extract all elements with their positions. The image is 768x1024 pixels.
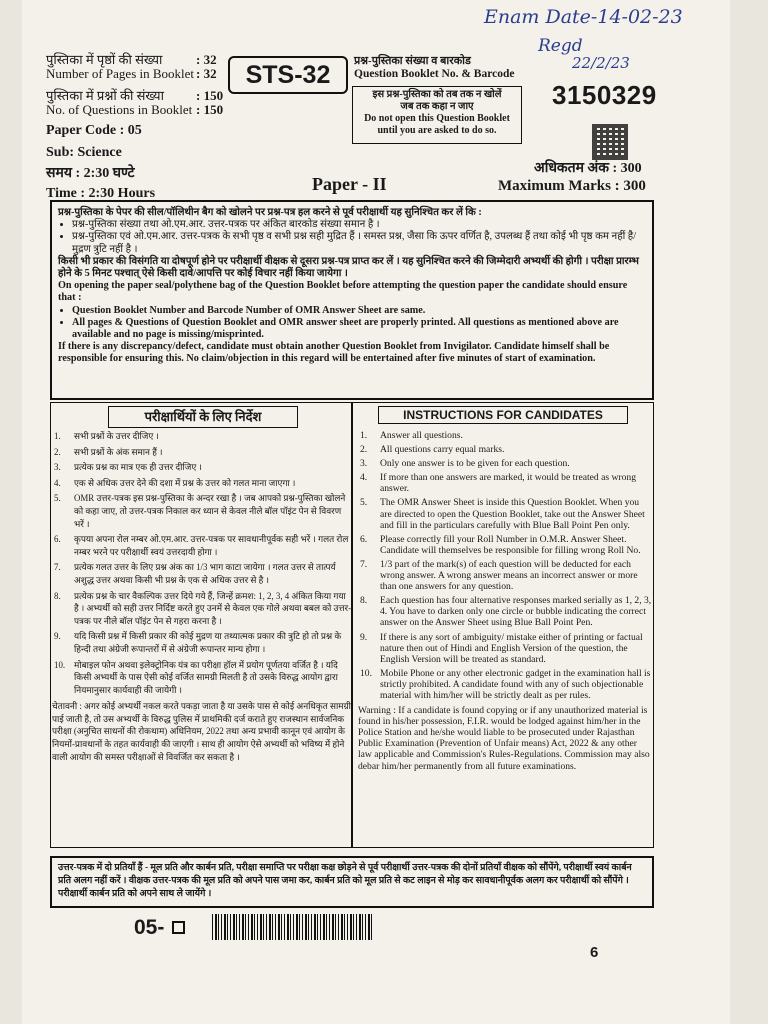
seal-opening-instructions [50,200,654,400]
hindi-warning: चेतावनी : अगर कोई अभ्यर्थी नकल करते पकड़ा जाता है या उसके पास से कोई अनधिकृत सामग्री पाई जाती है, तो उस अभ्यर्थी के विरुद्ध पुलिस में प्राथमिकी दर्ज कराते हुए राजस्थान सार्वजनिक परीक्षा (अनुचित साधनों की रोकथाम) अधिनियम, 2022 तथा अन्य प्रभावी कानून एवं आयोग के नियमों-प्रावधानों के तहत कार्यवाही की जाएगी । साथ ही आयोग ऐसे अभ्यर्थी को भविष्य में होने वाली आयोग की समस्त परीक्षाओं से विवर्जित कर सकता है । [52,701,351,762]
english-check-2: • All pages & Questions of Question Booklet and OMR answer sheet are properly printed. All questions as mentioned above are available and no page is missing/misprinted. [72,317,646,341]
english-instruction-item-number: 9. [360,631,368,643]
hindi-instruction-item-text: प्रत्येक गलत उत्तर के लिए प्रश्न अंक का 1/3 भाग काटा जायेगा । गलत उत्तर से तात्पर्य अशुद्ध उत्तर अथवा किसी भी प्रश्न के एक से अधिक उत्तर से है । [74,562,336,585]
english-instruction-item [358,632,652,665]
questions-hindi-value: : 150 [196,88,224,103]
english-instruction-item [358,595,652,628]
hindi-instruction-item [52,561,352,586]
do-not-open-hindi-1: इस प्रश्न-पुस्तिका को तब तक न खोलें [372,89,502,100]
hindi-instruction-item-text: मोबाइल फोन अथवा इलेक्ट्रोनिक यंत्र का परीक्षा हॉल में प्रयोग पूर्णतया वर्जित है । यदि किसी अभ्यर्थी के पास ऐसी कोई वर्जित सामग्री मिलती है तो उसके विरुद्ध आयोग द्वारा नियमानुसार कार्यवाही की जायेगी । [74,659,338,695]
hindi-instruction-item-text: कृपया अपना रोल नम्बर ओ.एम.आर. उत्तर-पत्रक पर सावधानीपूर्वक सही भरें । गलत रोल नम्बर भरने पर परीक्षार्थी स्वयं उत्तरदायी होगा । [74,534,349,557]
hindi-intro: प्रश्न-पुस्तिका के पेपर की सील/पॉलिथीन बैग को खोलने पर प्रश्न-पत्र हल करने से पूर्व परीक्षार्थी यह सुनिश्चित कर लें कि : [58,207,482,218]
hindi-instruction-item-text: प्रत्येक प्रश्न का मात्र एक ही उत्तर दीजिए । [74,462,202,473]
paper-title: Paper - II [312,174,387,194]
english-warning: Warning : If a candidate is found copying or if any unauthorized material is found in his/her possession, F.I.R. would be lodged against him/her in the Police Station and he/she would liable to be prosecuted under Rajasthan Public Examination (Prevention of Unfair means) Act, 2022 & any other law applicable and Commission's Rules-Regulations. Commission may also debar him/her permanently from all future examinations. [358,705,650,772]
pages-hindi-value: : 32 [196,52,217,67]
footer-paper-code: 05- [134,916,165,939]
english-instruction-item [358,534,652,556]
handwritten-signature: Regd [538,36,583,56]
page-number: 6 [590,944,599,961]
hindi-instruction-item-number: 6. [54,534,61,545]
hindi-instructions-title: परीक्षार्थियों के लिए निर्देश [108,406,298,428]
english-instruction-item-text: 1/3 part of the mark(s) of each question will be deducted for each wrong answer. A wrong answer means an incorrect answer or more than one answers for any question. [380,558,638,593]
english-instructions-title: INSTRUCTIONS FOR CANDIDATES [378,406,628,424]
hindi-instruction-item-text: प्रत्येक प्रश्न के चार वैकल्पिक उत्तर दिये गये हैं, जिन्हें क्रमश: 1, 2, 3, 4 अंकित किया गया है । अभ्यर्थी को सही उत्तर निर्दिष्ट करते हुए उनमें से केवल एक गोले अथवा बबल को उत्तर-पत्रक पर नीले बॉल पॉइंट पेन से गहरा करना है । [74,590,352,626]
english-instruction-item-text: Only one answer is to be given for each question. [380,458,570,470]
questions-english-label: No. of Questions in Booklet [46,102,193,117]
english-instruction-item [358,472,652,494]
answer-sheet-copy-notice: उत्तर-पत्रक में दो प्रतियाँ हैं - मूल प्रति और कार्बन प्रति, परीक्षा समाप्ति पर परीक्षा कक्ष छोड़ने से पूर्व परीक्षार्थी उत्तर-पत्रक की दोनों प्रतियाँ वीक्षक को सौंपेंगे, परीक्षार्थी स्वयं कार्बन प्रति अलग नहीं करें । वीक्षक उत्तर-पत्रक की मूल प्रति को अपने पास जमा कर, कार्बन प्रति को मूल प्रति से कट लाइन से मोड़ कर सावधानीपूर्वक अलग कर परीक्षार्थी को सौंपेंगे । परीक्षार्थी कार्बन प्रति को अपने साथ ले जायेंगे । [50,856,654,908]
english-instruction-item-text: The OMR Answer Sheet is inside this Question Booklet. When you are directed to open the Question Booklet, take out the Answer Sheet and fill in the particulars carefully with Blue Ball Point Pen only. [380,497,645,531]
english-instruction-item [358,497,652,530]
english-intro: On opening the paper seal/polythene bag of the Question Booklet before attempting the question paper the candidate should ensure that : [58,280,628,304]
hindi-instruction-item-text: एक से अधिक उत्तर देने की दशा में प्रश्न के उत्तर को गलत माना जाएगा । [74,477,296,488]
hindi-instruction-item [52,461,352,474]
english-instruction-item [358,430,652,441]
barcode-label-hindi: प्रश्न-पुस्तिका संख्या व बारकोड [354,55,471,67]
pages-english-label: Number of Pages in Booklet [46,66,195,81]
square-icon [172,921,185,934]
hindi-instruction-item-number: 8. [54,590,61,601]
do-not-open-notice [352,86,522,144]
hindi-instruction-item [52,659,352,697]
hindi-instruction-item-number: 3. [54,462,61,473]
hindi-instruction-item-number: 1. [54,431,61,441]
booklet-series-code: STS-32 [228,56,348,94]
hindi-instruction-item-text: सभी प्रश्नों के उत्तर दीजिए । [74,431,159,441]
subject: Sub: Science [46,145,122,160]
english-instruction-item-number: 8. [360,595,368,607]
paper-code: Paper Code : 05 [46,123,142,138]
hindi-instruction-item-number: 9. [54,631,61,642]
hindi-instruction-item-text: OMR उत्तर-पत्रक इस प्रश्न-पुस्तिका के अन्दर रखा है । जब आपको प्रश्न-पुस्तिका खोलने को कहा जाए, तो उत्तर-पत्रक निकाल कर ध्यान से केवल नीले बॉल पॉइंट पेन से विवरण भरें । [74,493,346,529]
english-discrepancy: If there is any discrepancy/defect, candidate must obtain another Question Booklet from Invigilator. Candidate himself shall be responsible for ensuring this. No claim/objection in this regard will be entertained after five minutes of start of examination. [58,341,610,365]
hindi-instruction-item [52,430,352,443]
english-instruction-item [358,444,652,455]
english-instruction-item-number: 7. [360,558,368,570]
do-not-open-english-2: until you are asked to do so. [377,125,497,136]
hindi-instruction-item-text: यदि किसी प्रश्न में किसी प्रकार की कोई मुद्रण या तथ्यात्मक प्रकार की त्रुटि हो तो प्रश्न के हिन्दी तथा अंग्रेजी रूपान्तरों में से अंग्रेजी रूपान्तर मान्य होगा । [74,631,342,654]
qr-code-icon [592,124,628,160]
hindi-instructions-list [52,430,352,763]
english-instruction-item-text: Each question has four alternative responses marked serially as 1, 2, 3, 4. You have to darken only one circle or bubble indicating the correct answer on the Answer Sheet using Blue Ball Point Pen. [380,595,652,629]
english-instruction-item-text: Answer all questions. [380,430,463,441]
hindi-instruction-item-number: 5. [54,493,61,504]
hindi-check-1: • प्रश्न-पुस्तिका संख्या तथा ओ.एम.आर. उत्तर-पत्रक पर अंकित बारकोड संख्या समान है । [72,219,646,231]
english-instruction-item-number: 4. [360,472,368,484]
time-english: Time : 2:30 Hours [46,186,156,201]
english-instruction-item [358,559,652,592]
hindi-instruction-item-number: 2. [54,446,61,457]
booklet-number: 3150329 [552,80,657,110]
barcode-icon [212,914,372,940]
time-hindi: समय : 2:30 घण्टे [46,166,135,181]
hindi-instruction-item [52,492,352,530]
hindi-check-2: • प्रश्न-पुस्तिका एवं ओ.एम.आर. उत्तर-पत्रक के सभी पृष्ठ व सभी प्रश्न सही मुद्रित हैं । समस्त प्रश्न, जैसा कि ऊपर वर्णित है, उपलब्ध हैं तथा कोई भी पृष्ठ कम नहीं है/ मुद्रण त्रुटि नहीं है । [72,231,646,255]
hindi-instruction-item [52,477,352,490]
english-instruction-item-text: Please correctly fill your Roll Number in O.M.R. Answer Sheet. Candidate will themselves be responsible for filling wrong Roll No. [380,533,641,556]
handwritten-signature-date: 22/2/23 [572,54,630,72]
hindi-instruction-item [52,446,352,459]
max-marks-hindi: अधिकतम अंक : 300 [534,161,642,176]
hindi-instruction-item [52,590,352,628]
hindi-instruction-item-number: 10. [54,659,66,670]
handwritten-date-note: Enam Date-14-02-23 [484,6,683,28]
questions-hindi-label: पुस्तिका में प्रश्नों की संख्या [46,88,164,103]
barcode-label-english: Question Booklet No. & Barcode [354,68,515,80]
english-instruction-item-text: If there is any sort of ambiguity/ mistake either of printing or factual nature then out of Hindi and English Version of the question, the English Version will be treated as standard. [380,631,643,665]
english-instruction-item-number: 10. [360,667,372,679]
hindi-instruction-item [52,630,352,655]
hindi-discrepancy: किसी भी प्रकार की विसंगति या दोषपूर्ण होने पर परीक्षार्थी वीक्षक से दूसरा प्रश्न-पत्र प्राप्त कर लें । यह सुनिश्चित करने की जिम्मेदारी अभ्यर्थी की होगी । परीक्षा प्रारम्भ होने के 5 मिनट पश्चात् ऐसे किसी दावे/आपत्ति पर कोई विचार नहीं किया जायेगा । [58,255,639,280]
pages-english-value: : 32 [196,66,217,81]
english-instruction-item-number: 2. [360,444,368,456]
english-instructions-list [358,430,652,772]
do-not-open-english-1: Do not open this Question Booklet [364,113,510,124]
english-instruction-item [358,668,652,701]
english-instruction-item-number: 6. [360,533,368,545]
english-instruction-item-number: 5. [360,497,368,509]
hindi-instruction-item [52,533,352,558]
pages-hindi-label: पुस्तिका में पृष्ठों की संख्या [46,52,163,67]
hindi-instruction-item-number: 7. [54,562,61,573]
english-instruction-item [358,458,652,469]
english-instruction-item-number: 1. [360,430,368,441]
hindi-instruction-item-text: सभी प्रश्नों के अंक समान हैं । [74,446,163,457]
hindi-instruction-item-number: 4. [54,477,61,488]
english-instruction-item-text: All questions carry equal marks. [380,444,505,456]
english-instruction-item-number: 3. [360,458,368,470]
english-check-1: • Question Booklet Number and Barcode Number of OMR Answer Sheet are same. [72,305,646,317]
do-not-open-hindi-2: जब तक कहा न जाए [400,101,474,112]
english-instruction-item-text: Mobile Phone or any other electronic gadget in the examination hall is strictly prohibited. A candidate found with any of such objectionable material with him/her will be strictly dealt as per rules. [380,667,651,701]
questions-english-value: : 150 [196,102,224,117]
max-marks-english: Maximum Marks : 300 [498,178,646,194]
english-instruction-item-text: If more than one answers are marked, it would be treated as wrong answer. [380,472,637,495]
